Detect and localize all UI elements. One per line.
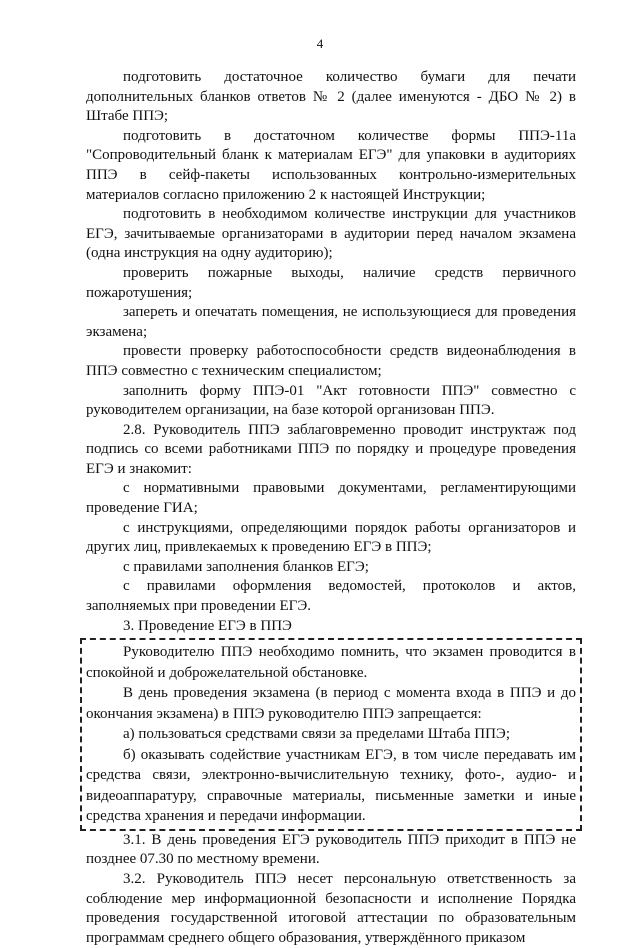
paragraph: заполнить форму ППЭ-01 "Акт готовности ППЭ" совместно с руководителем организации, на базе которой организован ППЭ. [86, 382, 576, 419]
boxed-paragraph: а) пользоваться средствами связи за пределами Штаба ППЭ; [123, 726, 510, 743]
paragraph: с правилами заполнения бланков ЕГЭ; [123, 558, 369, 575]
boxed-paragraph: В день проведения экзамена (в период с момента входа в ППЭ и до окончания экзамена) в ППЭ руководителю ППЭ запрещается: [86, 685, 576, 722]
paragraph: проверить пожарные выходы, наличие средств первичного пожаротушения; [86, 264, 576, 301]
paragraph: подготовить в необходимом количестве инструкции для участников ЕГЭ, зачитываемые организаторами в аудитории перед началом экзамена (одна инструкция на одну аудиторию); [86, 206, 576, 262]
paragraph: подготовить в достаточном количестве формы ППЭ-11а "Сопроводительный бланк к материалам ЕГЭ" для упаковки в аудиториях ППЭ в сейф-пакеты использованных контрольно-измерительных материалов согласно приложению 2 к настоящей Инструкции; [86, 127, 576, 203]
paragraph: 3.2. Руководитель ППЭ несет персональную ответственность за соблюдение мер информационной безопасности и исполнение Порядка проведения государственной итоговой аттестации по образовательным программам среднего общего образования, утверждённого приказом [86, 870, 576, 946]
page-number: 4 [316, 36, 324, 51]
paragraph: с нормативными правовыми документами, регламентирующими проведение ГИА; [86, 480, 576, 517]
section-heading: 3. Проведение ЕГЭ в ППЭ [123, 617, 292, 634]
boxed-paragraph: б) оказывать содействие участникам ЕГЭ, в том числе передавать им средства связи, электронно-вычислительную технику, фото-, аудио- и видеоаппаратуру, справочные материалы, письменные заметки и иные средства хранения и передачи информации. [86, 746, 576, 825]
paragraph: запереть и опечатать помещения, не использующиеся для проведения экзамена; [86, 304, 576, 340]
highlight-box [80, 638, 582, 831]
paragraph: подготовить достаточное количество бумаги для печати дополнительных бланков ответов № 2 (далее именуются - ДБО № 2) в Штабе ППЭ; [86, 69, 576, 125]
paragraph: с правилами оформления ведомостей, протоколов и актов, заполняемых при проведении ЕГЭ. [86, 578, 576, 615]
paragraph: с инструкциями, определяющими порядок работы организаторов и других лиц, привлекаемых к проведению ЕГЭ в ППЭ; [86, 519, 576, 556]
paragraph: 2.8. Руководитель ППЭ заблаговременно проводит инструктаж под подпись со всеми работниками ППЭ по порядку и процедуре проведения ЕГЭ и знакомит: [86, 421, 576, 477]
boxed-paragraph: Руководителю ППЭ необходимо помнить, что экзамен проводится в спокойной и доброжелательной обстановке. [86, 644, 576, 681]
page-content [86, 68, 576, 948]
paragraph: провести проверку работоспособности средств видеонаблюдения в ППЭ совместно с техническим специалистом; [86, 343, 576, 379]
paragraph: 3.1. В день проведения ЕГЭ руководитель ППЭ приходит в ППЭ не позднее 07.30 по местному времени. [86, 831, 576, 868]
